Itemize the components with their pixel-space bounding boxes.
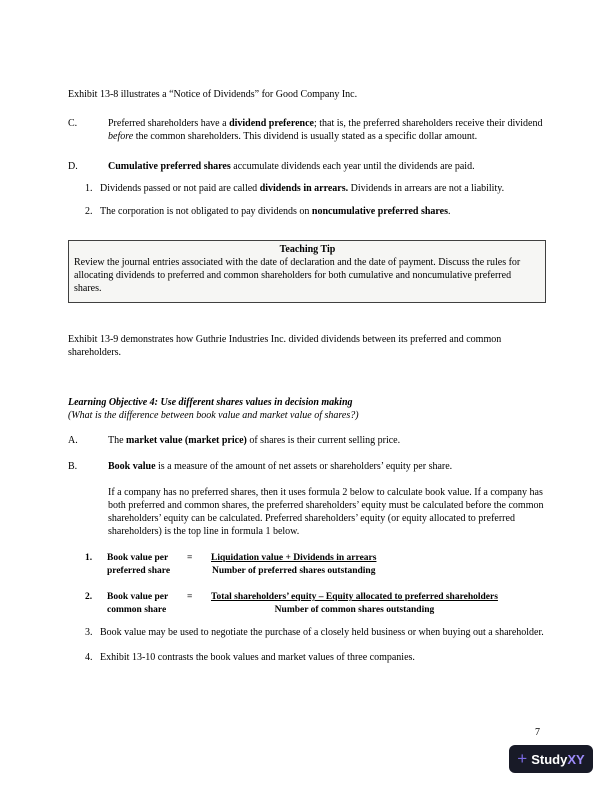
item-d-text: Cumulative preferred shares accumulate dividends each year until the dividends are paid. xyxy=(108,161,475,172)
formula-1-fraction xyxy=(211,552,376,578)
studyxy-logo-text-xy: XY xyxy=(567,751,585,767)
formula-1-denominator: Number of preferred shares outstanding xyxy=(212,566,376,576)
item-b-label: B. xyxy=(68,461,78,472)
formula-1-lhs xyxy=(107,552,187,578)
teaching-tip-box xyxy=(68,240,546,303)
item-c-label: C. xyxy=(68,118,78,129)
formula-1-equals: = xyxy=(187,553,193,563)
item-4-text: Exhibit 13-10 contrasts the book values and market values of three companies. xyxy=(100,652,415,663)
item-b xyxy=(68,460,546,473)
learning-objective-subtitle: (What is the difference between book value and market value of shares?) xyxy=(68,410,359,421)
formula-2-lhs-line2: common share xyxy=(107,605,167,615)
item-c xyxy=(68,117,546,143)
formula-1-number: 1. xyxy=(85,553,93,563)
formula-1-lhs-line1: Book value per xyxy=(107,553,169,563)
item-3 xyxy=(85,626,546,639)
teaching-tip-title: Teaching Tip xyxy=(279,244,336,255)
studyxy-logo-text-study: Study xyxy=(531,751,568,767)
formula-2-lhs-line1: Book value per xyxy=(107,592,169,602)
exhibit-13-8-paragraph: Exhibit 13-8 illustrates a “Notice of Dividends” for Good Company Inc. xyxy=(68,89,358,100)
book-value-paragraph: If a company has no preferred shares, then it uses formula 2 below to calculate book value. If a company has both preferred and common shares, the preferred shareholders’ equity must be calculated before the common shareholders’ equity can be calculated. Preferred shareholders’ equity (or equity allocated to preferred shareholders) is the top line in formula 1 below. xyxy=(108,487,544,537)
item-4-label: 4. xyxy=(85,652,93,663)
item-d-sub-2-label: 2. xyxy=(85,206,93,217)
formula-book-value-preferred xyxy=(85,552,546,578)
item-3-text: Book value may be used to negotiate the purchase of a closely held business or when buying out a shareholder. xyxy=(100,627,544,638)
formula-2-denominator: Number of common shares outstanding xyxy=(274,605,435,615)
plus-icon: + xyxy=(517,748,528,768)
learning-objective-title: Learning Objective 4: Use different shares values in decision making xyxy=(68,397,353,408)
item-d-sub-2 xyxy=(85,205,546,218)
item-4 xyxy=(85,651,546,664)
studyxy-logo xyxy=(509,745,593,773)
item-d-sub-1-text: Dividends passed or not paid are called dividends in arrears. Dividends in arrears are not a liability. xyxy=(100,183,505,194)
item-b-text: Book value is a measure of the amount of net assets or shareholders’ equity per share. xyxy=(108,461,453,472)
learning-objective-heading xyxy=(68,396,546,422)
item-d-label: D. xyxy=(68,161,78,172)
item-d xyxy=(68,160,546,173)
item-a xyxy=(68,434,546,447)
item-a-label: A. xyxy=(68,435,78,446)
page-number: 7 xyxy=(535,727,540,738)
formula-2-lhs xyxy=(107,591,187,617)
formula-1-lhs-line2: preferred share xyxy=(107,566,171,576)
formula-2-fraction xyxy=(211,591,498,617)
item-d-sub-2-text: The corporation is not obligated to pay dividends on noncumulative preferred shares. xyxy=(100,206,451,217)
formula-1-numerator: Liquidation value + Dividends in arrears xyxy=(211,553,377,563)
formula-2-equals: = xyxy=(187,592,193,602)
item-c-text: Preferred shareholders have a dividend preference; that is, the preferred shareholders receive their dividend before the common shareholders. This dividend is usually stated as a specific dollar amount. xyxy=(108,118,543,142)
item-3-label: 3. xyxy=(85,627,93,638)
exhibit-13-9-paragraph: Exhibit 13-9 demonstrates how Guthrie Industries Inc. divided dividends between its preferred and common shareholders. xyxy=(68,334,502,358)
item-d-sub-1-label: 1. xyxy=(85,183,93,194)
item-d-sub-1 xyxy=(85,182,546,195)
teaching-tip-body: Review the journal entries associated with the date of declaration and the date of payment. Discuss the rules for allocating dividends to preferred and common shareholders for both cumulative and noncumulative preferred shares. xyxy=(74,257,521,294)
item-a-text: The market value (market price) of shares is their current selling price. xyxy=(108,435,401,446)
formula-book-value-common xyxy=(85,591,546,617)
formula-2-numerator: Total shareholders’ equity – Equity allocated to preferred shareholders xyxy=(211,592,498,602)
formula-2-number: 2. xyxy=(85,592,93,602)
